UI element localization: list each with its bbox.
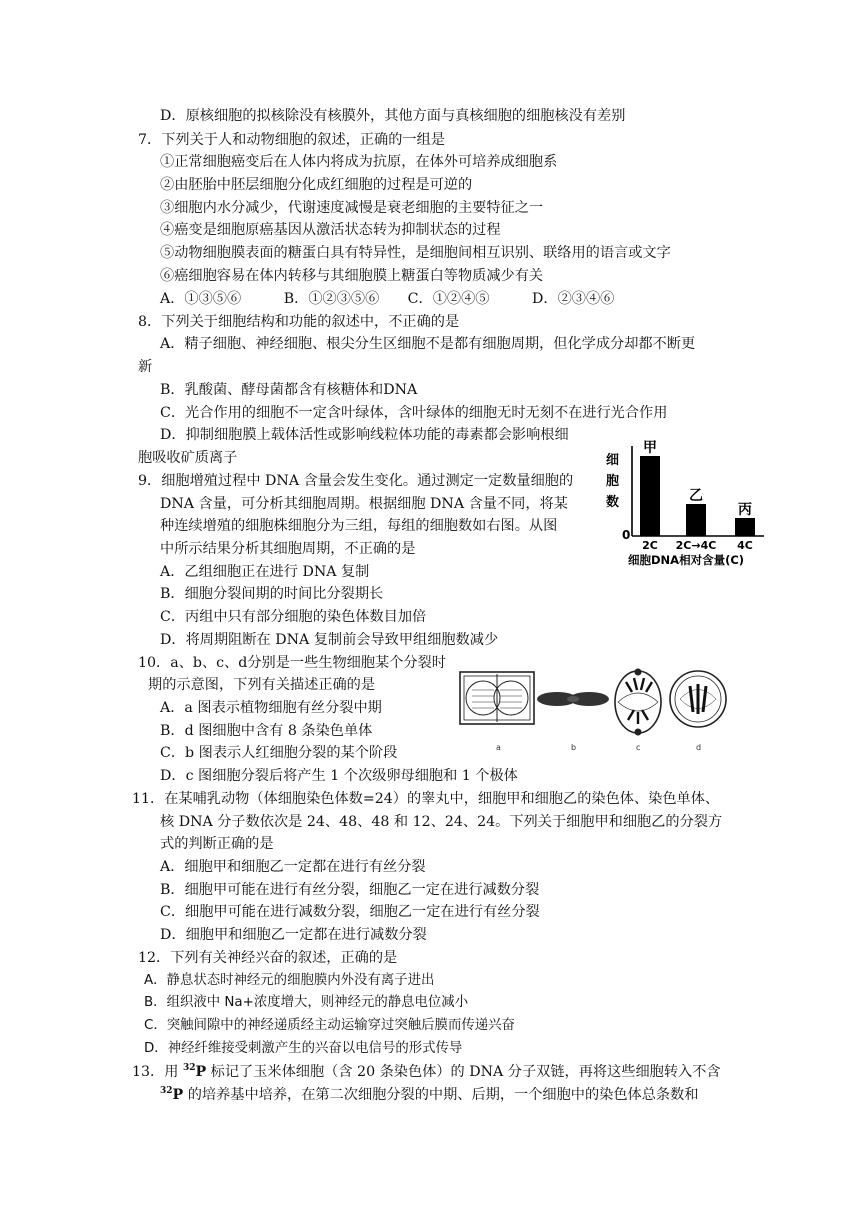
- bar-2: [686, 504, 706, 536]
- q7-item-3: ③细胞内水分减少，代谢速度减慢是衰老细胞的主要特征之一: [160, 200, 544, 216]
- q8-option-d-cont: 胞吸收矿质离子: [138, 450, 238, 466]
- isotope-mass-2: 32: [160, 1086, 173, 1096]
- q10-option-d: D．c 图细胞分裂后将产生 1 个次级卵母细胞和 1 个极体: [160, 768, 518, 784]
- q10-stem-1: 10．a、b、c、d分别是一些生物细胞某个分裂时: [138, 655, 446, 671]
- q9-stem-4: 中所示结果分析其细胞周期，不正确的是: [160, 541, 416, 557]
- q11-option-b: B．细胞甲可能在进行有丝分裂，细胞乙一定在进行减数分裂: [160, 882, 540, 898]
- x-tick-label-1: 2C: [642, 539, 658, 552]
- x-tick-label-2: 2C→4C: [675, 539, 717, 552]
- q8-option-a-cont: 新: [138, 359, 153, 375]
- q7-item-1: ①正常细胞癌变后在人体内将成为抗原，在体外可培养成细胞系: [160, 154, 558, 170]
- q13-text-1: 标记了玉米体细胞（含 20 条染色体）的 DNA 分子双链，再将这些细胞转入不含: [206, 1064, 721, 1080]
- cell-division-figure: [458, 666, 730, 756]
- isotope-symbol-2: P: [172, 1087, 184, 1103]
- q7-item-4: ④癌变是细胞原癌基因从激活状态转为抑制状态的过程: [160, 222, 501, 238]
- q13-number: 13．用: [132, 1064, 183, 1080]
- q11-stem-1: 11．在某哺乳动物（体细胞染色体数=24）的睾丸中，细胞甲和细胞乙的染色体、染色单体、: [132, 791, 720, 807]
- q9-option-c: C．丙组中只有部分细胞的染色体数目加倍: [160, 609, 427, 625]
- q9-stem-3: 种连续增殖的细胞株细胞分为三组，每组的细胞数如右图。从图: [160, 518, 558, 534]
- bar-label-3: 丙: [738, 502, 752, 518]
- q11-stem-2: 核 DNA 分子数依次是 24、48、48 和 12、24、24。下列关于细胞甲和细胞乙的分裂方: [160, 814, 723, 830]
- q8-option-d: D．抑制细胞膜上载体活性或影响线粒体功能的毒素都会影响根细: [160, 427, 569, 443]
- q12-option-c: C．突触间隙中的神经递质经主动运输穿过突触后膜而传递兴奋: [144, 1018, 515, 1033]
- q12-option-a: A．静息状态时神经元的细胞膜内外没有离子进出: [144, 973, 435, 988]
- bar-3: [735, 518, 755, 536]
- q9-stem-2: DNA 含量，可分析其细胞周期。根据细胞 DNA 含量不同，将某: [160, 496, 568, 512]
- cell-label-d: d: [696, 743, 702, 752]
- q10-option-a: A．a 图表示植物细胞有丝分裂中期: [160, 700, 382, 716]
- q7-options: A．①③⑤⑥ B．①②③⑤⑥ C．①②④⑤ D．②③④⑥: [160, 291, 615, 307]
- dna-content-bar-chart: [604, 440, 770, 572]
- q11-option-a: A．细胞甲和细胞乙一定都在进行有丝分裂: [160, 859, 426, 875]
- q13-stem-2: [160, 1085, 698, 1105]
- isotope-symbol: P: [195, 1064, 207, 1080]
- x-tick-label-3: 4C: [737, 539, 753, 552]
- q7-stem: 7．下列关于人和动物细胞的叙述，正确的一组是: [138, 132, 445, 148]
- cell-b-dividing-cell: [537, 692, 609, 706]
- q10-stem-2: 期的示意图，下列有关描述正确的是: [148, 677, 376, 693]
- q12-option-d: D．神经纤维接受刺激产生的兴奋以电信号的形式传导: [144, 1041, 463, 1056]
- q8-option-b: B．乳酸菌、酵母菌都含有核糖体和DNA: [160, 382, 418, 398]
- cell-label-b: b: [571, 743, 577, 752]
- q7-item-2: ②由胚胎中胚层细胞分化成红细胞的过程是可逆的: [160, 177, 473, 193]
- q13-stem-1: [132, 1062, 721, 1082]
- y-axis-label-char: 胞: [606, 474, 620, 489]
- q11-stem-3: 式的判断正确的是: [160, 836, 274, 852]
- bar-1: [640, 456, 660, 536]
- q13-text-2: 的培养基中培养，在第二次细胞分裂的中期、后期，一个细胞中的染色体总条数和: [183, 1087, 699, 1103]
- bar-label-1: 甲: [643, 440, 657, 456]
- cell-d-metaphase-cell: [670, 671, 726, 727]
- cell-label-a: a: [496, 743, 501, 752]
- bar-label-2: 乙: [689, 488, 703, 504]
- q6-option-d: D．原核细胞的拟核除没有核膜外，其他方面与真核细胞的细胞核没有差别: [160, 108, 626, 124]
- q8-option-a: A．精子细胞、神经细胞、根尖分生区细胞不是都有细胞周期，但化学成分却都不断更: [160, 336, 696, 352]
- y-axis-label-char: 细: [606, 453, 620, 468]
- y-axis-label-char: 数: [606, 495, 620, 510]
- q11-option-d: D．细胞甲和细胞乙一定都在进行减数分裂: [160, 927, 427, 943]
- isotope-mass: 32: [182, 1063, 196, 1073]
- cell-label-c: c: [636, 743, 641, 752]
- q10-option-c: C．b 图表示人红细胞分裂的某个阶段: [160, 745, 398, 761]
- q10-option-b: B．d 图细胞中含有 8 条染色单体: [160, 723, 373, 739]
- q11-option-c: C．细胞甲可能在进行减数分裂，细胞乙一定在进行有丝分裂: [160, 904, 540, 920]
- x-axis-label: 细胞DNA相对含量(C): [628, 553, 745, 567]
- q12-stem: 12．下列有关神经兴奋的叙述，正确的是: [138, 950, 398, 966]
- q7-item-5: ⑤动物细胞膜表面的糖蛋白具有特异性，是细胞间相互识别、联络用的语言或文字: [160, 245, 671, 261]
- q9-option-b: B．细胞分裂间期的时间比分裂期长: [160, 586, 384, 602]
- q9-stem-1: 9．细胞增殖过程中 DNA 含量会发生变化。通过测定一定数量细胞的: [138, 473, 574, 489]
- q9-option-d: D．将周期阻断在 DNA 复制前会导致甲组细胞数减少: [160, 632, 499, 648]
- cell-c-unequal-division: [615, 669, 661, 735]
- q8-option-c: C．光合作用的细胞不一定含叶绿体，含叶绿体的细胞无时无刻不在进行光合作用: [160, 405, 668, 421]
- q8-stem: 8．下列关于细胞结构和功能的叙述中，不正确的是: [138, 314, 460, 330]
- q12-option-b: B．组织液中 Na+浓度增大，则神经元的静息电位减小: [144, 995, 469, 1010]
- q9-option-a: A．乙组细胞正在进行 DNA 复制: [160, 564, 370, 580]
- origin-label: 0: [622, 528, 631, 542]
- q7-item-6: ⑥癌细胞容易在体内转移与其细胞膜上糖蛋白等物质减少有关: [160, 268, 544, 284]
- cell-a-plant-cell: [460, 672, 534, 724]
